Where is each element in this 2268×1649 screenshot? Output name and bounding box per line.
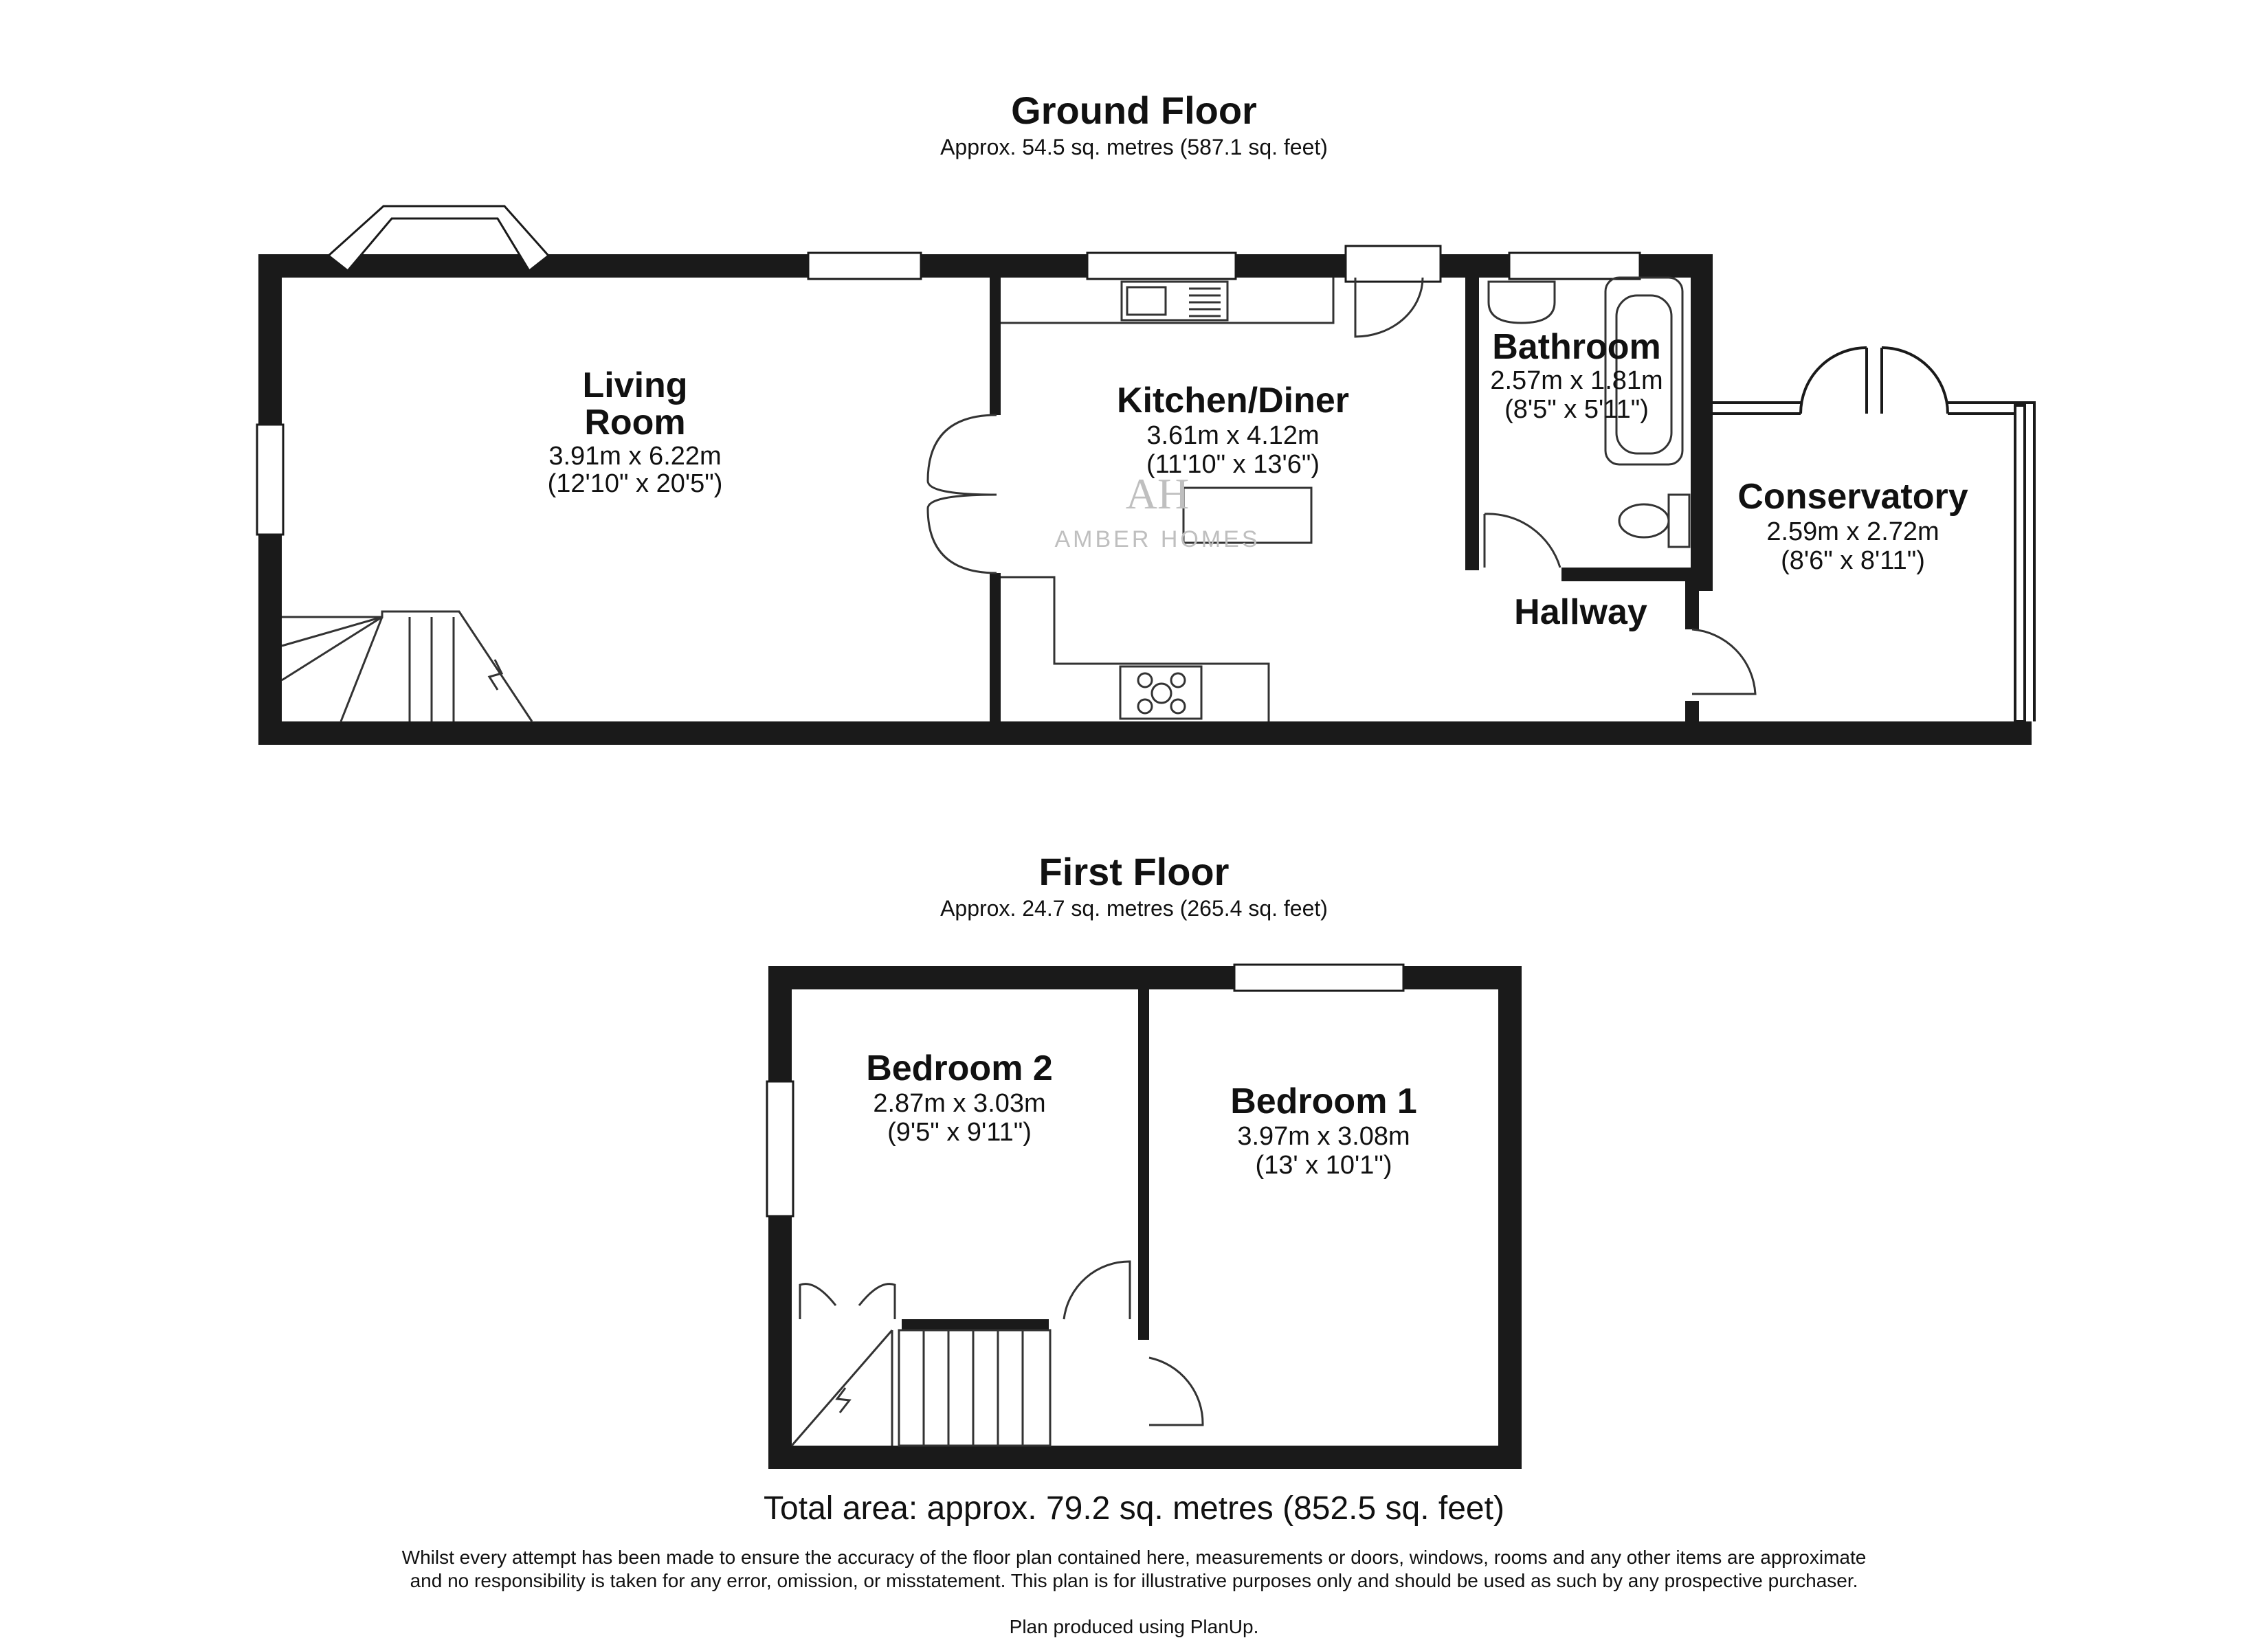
first-floor-area: Approx. 24.7 sq. metres (265.4 sq. feet) bbox=[940, 896, 1328, 921]
plan-credit: Plan produced using PlanUp. bbox=[1009, 1616, 1259, 1637]
wall bbox=[1691, 254, 1713, 591]
room-dimension: 3.61m x 4.12m bbox=[1146, 421, 1320, 450]
stairs bbox=[899, 1330, 1050, 1446]
wall bbox=[1138, 989, 1149, 1340]
room-name: Living bbox=[582, 366, 688, 405]
hob bbox=[1120, 666, 1201, 719]
room-dimension: (11'10" x 13'6") bbox=[1146, 450, 1320, 479]
wall bbox=[990, 573, 1001, 724]
room-name: Room bbox=[584, 403, 686, 442]
wall bbox=[768, 966, 792, 1469]
door-opening bbox=[1346, 246, 1441, 282]
ground-floor-labels bbox=[548, 327, 1968, 632]
worktop bbox=[1001, 577, 1269, 721]
room-name: Bedroom 2 bbox=[866, 1048, 1053, 1088]
watermark-monogram: AH bbox=[1125, 469, 1190, 518]
window bbox=[767, 1081, 793, 1216]
wall bbox=[902, 1319, 1049, 1330]
room-dimension: 2.57m x 1.81m bbox=[1490, 366, 1663, 395]
window bbox=[808, 253, 921, 279]
stairs bbox=[282, 612, 532, 721]
room-dimension: (8'5" x 5'11") bbox=[1504, 395, 1649, 424]
wall bbox=[1685, 568, 1699, 629]
worktop bbox=[1001, 278, 1333, 323]
room-dimension: (12'10" x 20'5") bbox=[547, 469, 723, 498]
first-floor-plan bbox=[768, 966, 1522, 1469]
toilet bbox=[1619, 504, 1669, 537]
room-dimension: 3.91m x 6.22m bbox=[548, 442, 722, 471]
room-dimension: 2.87m x 3.03m bbox=[873, 1089, 1046, 1118]
wall bbox=[990, 278, 1001, 415]
room-dimension: (9'5" x 9'11") bbox=[887, 1118, 1032, 1147]
room-name: Bathroom bbox=[1492, 327, 1661, 367]
disclaimer: Whilst every attempt has been made to ensure the accuracy of the floor plan contained here, measurements or doors, windows, rooms and any other items are approximate and no responsibility is taken for any error, omission, or misstatement. This plan is for illustrative purposes only and should be used as such by any prospective purchaser. bbox=[401, 1547, 1867, 1591]
watermark-text: AMBER HOMES bbox=[1054, 526, 1260, 552]
room-dimension: 2.59m x 2.72m bbox=[1766, 517, 1939, 546]
room-dimension: (13' x 10'1") bbox=[1255, 1151, 1392, 1180]
total-area: Total area: approx. 79.2 sq. metres (852.5 sq. feet) bbox=[764, 1490, 1504, 1527]
ground-floor-title: Ground Floor bbox=[1011, 89, 1257, 132]
wall bbox=[768, 1446, 1522, 1469]
wall bbox=[258, 721, 2032, 745]
room-dimension: 3.97m x 3.08m bbox=[1237, 1122, 1410, 1151]
first-floor-title: First Floor bbox=[1038, 850, 1230, 893]
ground-floor-area: Approx. 54.5 sq. metres (587.1 sq. feet) bbox=[940, 135, 1328, 159]
watermark bbox=[1054, 469, 1260, 552]
wall bbox=[1685, 701, 1699, 728]
wall bbox=[768, 966, 1522, 989]
window bbox=[257, 425, 283, 535]
wall bbox=[1465, 254, 1479, 570]
window bbox=[1087, 253, 1236, 279]
room-name: Kitchen/Diner bbox=[1116, 381, 1350, 420]
wash-basin bbox=[1489, 282, 1555, 323]
room-name: Bedroom 1 bbox=[1230, 1081, 1417, 1121]
room-name: Hallway bbox=[1514, 592, 1647, 632]
room-dimension: (8'6" x 8'11") bbox=[1781, 546, 1925, 575]
window bbox=[1234, 965, 1403, 991]
room-name: Conservatory bbox=[1737, 477, 1968, 517]
wall bbox=[1498, 966, 1522, 1469]
window bbox=[1509, 253, 1640, 279]
